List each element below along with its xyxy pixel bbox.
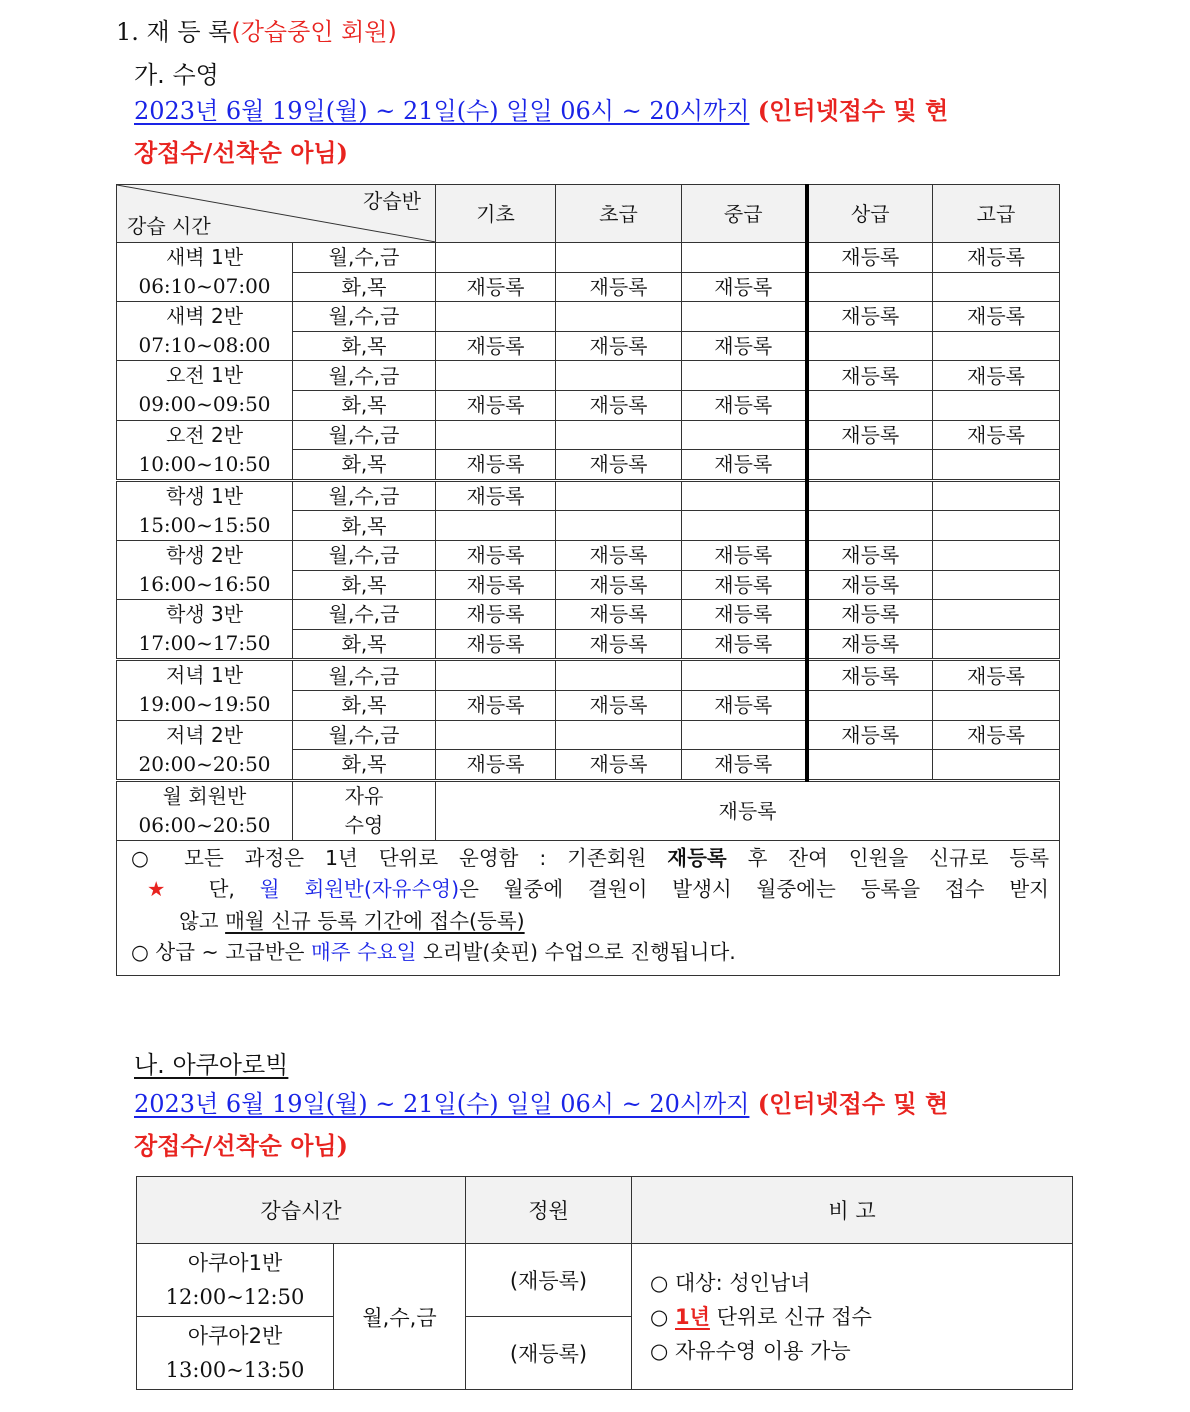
status-cell: [933, 600, 1060, 630]
aqua-period-note1: (인터넷접수 및 현: [749, 1089, 949, 1118]
swim-period: [134, 96, 948, 126]
status-cell: 재등록: [682, 331, 807, 361]
status-cell: 재등록: [436, 600, 556, 630]
status-cell: [436, 720, 556, 750]
status-cell: [436, 660, 556, 691]
status-cell: [436, 420, 556, 450]
day-cell: 화,목: [293, 450, 436, 481]
status-cell: 재등록: [807, 570, 933, 600]
status-cell: 재등록: [436, 629, 556, 660]
status-cell: 재등록: [436, 331, 556, 361]
status-cell: 재등록: [436, 690, 556, 720]
status-cell: 재등록: [556, 629, 682, 660]
status-cell: 재등록: [933, 361, 1060, 391]
status-cell: [682, 511, 807, 541]
free-swim-line2: 수영: [344, 812, 384, 837]
day-cell: 화,목: [293, 390, 436, 420]
status-cell: [933, 690, 1060, 720]
day-cell: 월,수,금: [293, 243, 436, 273]
status-cell: [556, 720, 682, 750]
status-cell: 재등록: [682, 629, 807, 660]
day-cell: 화,목: [293, 690, 436, 720]
day-cell: [293, 780, 436, 840]
note-1-bold: 재등록: [667, 845, 727, 870]
status-cell: 재등록: [933, 420, 1060, 450]
status-cell: [556, 243, 682, 273]
day-cell: 월,수,금: [293, 600, 436, 630]
day-cell: 월,수,금: [293, 302, 436, 332]
status-cell: 재등록: [556, 570, 682, 600]
class-time: 07:10~08:00: [138, 333, 271, 358]
bullet-icon: ○: [131, 940, 149, 965]
free-swim-line1: 자유: [344, 783, 384, 808]
status-cell: [436, 243, 556, 273]
status-cell: 재등록: [556, 390, 682, 420]
class-name-cell: [117, 302, 293, 361]
status-cell: [933, 540, 1060, 570]
status-cell: 재등록: [682, 600, 807, 630]
status-cell: [556, 420, 682, 450]
status-cell: [933, 450, 1060, 481]
status-cell: 재등록: [436, 750, 556, 781]
status-cell: 재등록: [807, 361, 933, 391]
status-cell: [933, 331, 1060, 361]
schedule-row: [117, 361, 1060, 391]
status-cell: 재등록: [682, 540, 807, 570]
swim-period-date: 2023년 6월 19일(월) ~ 21일(수) 일일 06시 ~ 20시까지: [134, 97, 750, 125]
schedule-row: [117, 243, 1060, 273]
note-2-b: 은 월중에 결원이 발생시 월중에는 등록을 접수 받지: [459, 877, 1049, 902]
day-cell: 월,수,금: [293, 660, 436, 691]
note-2-c: 않고: [179, 908, 226, 933]
class-name: 새벽 1반: [165, 245, 244, 270]
bullet-icon: ○: [650, 1338, 669, 1363]
note-1-tail: 후 잔여 인원을 신규로 등록: [726, 845, 1050, 870]
status-cell: 재등록: [807, 243, 933, 273]
class-name-cell: [117, 420, 293, 480]
bullet-icon: ○: [650, 1304, 669, 1329]
status-cell: [933, 480, 1060, 511]
status-cell: 재등록: [556, 750, 682, 781]
section-title-main: 1. 재 등 록: [116, 18, 232, 46]
class-time: 10:00~10:50: [138, 451, 271, 476]
status-cell: 재등록: [436, 450, 556, 481]
status-cell: 재등록: [682, 272, 807, 302]
swim-heading: [134, 55, 219, 90]
day-cell: 화,목: [293, 750, 436, 781]
status-cell: [933, 272, 1060, 302]
status-cell: [556, 660, 682, 691]
bullet-icon: ○: [650, 1270, 669, 1295]
day-cell: 월,수,금: [293, 540, 436, 570]
swim-schedule-table: [116, 184, 1060, 976]
note-2-cont: [131, 906, 1049, 938]
aqua-period-note2: 장접수/선착순 아님): [134, 1131, 348, 1160]
status-cell: [807, 390, 933, 420]
swim-heading-text: 가. 수영: [134, 61, 219, 89]
status-cell: [682, 720, 807, 750]
status-cell: [933, 750, 1060, 781]
class-time: 09:00~09:50: [138, 392, 271, 417]
status-cell: [436, 302, 556, 332]
status-cell: 재등록: [682, 570, 807, 600]
status-cell: 재등록: [556, 540, 682, 570]
status-cell: [556, 302, 682, 332]
aqua-period: [134, 1089, 948, 1119]
status-cell: 재등록: [682, 750, 807, 781]
status-cell: 재등록: [436, 480, 556, 511]
schedule-row: [117, 420, 1060, 450]
status-cell: 재등록: [807, 720, 933, 750]
class-name-cell: [117, 660, 293, 720]
class-time: 16:00~16:50: [138, 572, 271, 597]
status-cell: 재등록: [556, 331, 682, 361]
remark-3: [650, 1334, 1072, 1368]
status-cell: [933, 390, 1060, 420]
aqua-remarks: [632, 1244, 1073, 1390]
status-cell: [807, 272, 933, 302]
swim-period-note2: 장접수/선착순 아님): [134, 138, 348, 167]
day-cell: 화,목: [293, 511, 436, 541]
aqua-header-time: 강습시간: [137, 1177, 466, 1244]
class-name: 저녁 2반: [165, 722, 244, 747]
schedule-row: [117, 720, 1060, 750]
note-2: [131, 874, 1049, 906]
class-name-cell: [117, 600, 293, 660]
aqua-class-time: 12:00~12:50: [165, 1285, 305, 1309]
status-cell: 재등록: [933, 660, 1060, 691]
note-2-a: 단,: [183, 877, 260, 902]
aqua-capacity-2: (재등록): [466, 1317, 632, 1390]
status-cell: 재등록: [556, 450, 682, 481]
remark-1: [650, 1266, 1072, 1300]
section-title: [116, 12, 397, 47]
note-1-text: 모든 과정은 1년 단위로 운영함 : 기존회원: [163, 845, 668, 870]
status-cell: [556, 361, 682, 391]
notes-cell: [117, 840, 1060, 975]
status-cell: [682, 361, 807, 391]
status-cell: 재등록: [436, 390, 556, 420]
status-cell: 재등록: [556, 600, 682, 630]
status-cell: 재등록: [436, 272, 556, 302]
schedule-row: [117, 480, 1060, 511]
class-name: 새벽 2반: [165, 304, 244, 329]
schedule-row: [117, 540, 1060, 570]
table-corner-header: [117, 185, 436, 243]
status-cell: [682, 302, 807, 332]
status-cell: [682, 660, 807, 691]
aqua-class-2: [137, 1317, 334, 1390]
status-cell: [933, 629, 1060, 660]
class-name-cell: [117, 243, 293, 302]
class-time: 20:00~20:50: [138, 751, 271, 776]
level-header-advanced: 상급: [807, 185, 933, 243]
status-cell: 재등록: [807, 302, 933, 332]
class-name: 월 회원반: [162, 783, 247, 808]
aqua-class-name: 아쿠아2반: [187, 1324, 283, 1348]
class-name-cell: [117, 361, 293, 420]
note-2-underlined: 매월 신규 등록 기간에 접수(등록): [225, 908, 525, 933]
status-cell: [436, 511, 556, 541]
status-cell: [682, 243, 807, 273]
class-name: 저녁 1반: [165, 663, 244, 688]
corner-bottom-label: 강습 시간: [127, 214, 211, 238]
status-cell: [556, 480, 682, 511]
corner-top-label: 강습반: [363, 189, 421, 213]
aqua-schedule-table: [136, 1176, 1073, 1390]
status-cell: [933, 511, 1060, 541]
class-name: 학생 1반: [165, 483, 244, 508]
note-2-blue2: (자유수영): [363, 877, 460, 902]
day-cell: 월,수,금: [293, 361, 436, 391]
class-time: 17:00~17:50: [138, 631, 271, 656]
aqua-header-remarks: 비 고: [632, 1177, 1073, 1244]
section-title-paren: (강습중인 회원): [231, 18, 397, 46]
status-cell: 재등록: [556, 272, 682, 302]
status-cell: [807, 690, 933, 720]
swim-period-note1: (인터넷접수 및 현: [749, 96, 949, 125]
remark-3-text: 자유수영 이용 가능: [668, 1338, 851, 1363]
monthly-member-row: [117, 780, 1060, 840]
status-cell: [436, 361, 556, 391]
status-cell: 재등록: [807, 600, 933, 630]
status-cell: [933, 570, 1060, 600]
level-header-intermediate: 중급: [682, 185, 807, 243]
schedule-row: [117, 660, 1060, 691]
status-cell: 재등록: [933, 302, 1060, 332]
status-cell: 재등록: [933, 243, 1060, 273]
status-cell: [682, 480, 807, 511]
status-cell: [807, 511, 933, 541]
class-name-cell: [117, 720, 293, 780]
aqua-class-time: 13:00~13:50: [165, 1358, 305, 1382]
status-cell: 재등록: [807, 540, 933, 570]
status-cell: 재등록: [933, 720, 1060, 750]
monthly-status-cell: 재등록: [436, 780, 1060, 840]
note-3-a: 상급 ~ 고급반은: [148, 940, 311, 965]
class-time: 06:10~07:00: [138, 274, 271, 299]
aqua-capacity-1: (재등록): [466, 1244, 632, 1317]
remark-2-red: 1년: [675, 1304, 710, 1329]
class-time: 19:00~19:50: [138, 692, 271, 717]
day-cell: 월,수,금: [293, 480, 436, 511]
remark-2: [650, 1300, 1072, 1334]
class-name-cell: [117, 540, 293, 599]
remark-1-text: 대상: 성인남녀: [668, 1270, 811, 1295]
status-cell: [807, 480, 933, 511]
remark-2-text: 단위로 신규 접수: [709, 1304, 872, 1329]
aqua-header-capacity: 정원: [466, 1177, 632, 1244]
note-3-blue: 매주 수요일: [310, 940, 417, 965]
note-2-blue1: 월 회원반: [259, 877, 364, 902]
aqua-heading: 나. 아쿠아로빅: [134, 1051, 289, 1079]
status-cell: 재등록: [556, 690, 682, 720]
class-name-cell: [117, 480, 293, 540]
day-cell: 월,수,금: [293, 420, 436, 450]
aqua-class-1: [137, 1244, 334, 1317]
status-cell: 재등록: [807, 660, 933, 691]
schedule-row: [117, 600, 1060, 630]
status-cell: 재등록: [436, 570, 556, 600]
class-name: 오전 1반: [165, 363, 244, 388]
aqua-period-date: 2023년 6월 19일(월) ~ 21일(수) 일일 06시 ~ 20시까지: [134, 1090, 750, 1118]
status-cell: 재등록: [807, 629, 933, 660]
note-3: [131, 937, 1049, 969]
note-3-b: 오리발(숏핀) 수업으로 진행됩니다.: [416, 940, 736, 965]
class-name: 오전 2반: [165, 422, 244, 447]
day-cell: 화,목: [293, 629, 436, 660]
class-time: 15:00~15:50: [138, 512, 271, 537]
bullet-icon: ○: [131, 845, 164, 870]
status-cell: [807, 331, 933, 361]
day-cell: 월,수,금: [293, 720, 436, 750]
status-cell: [682, 420, 807, 450]
status-cell: 재등록: [682, 690, 807, 720]
aqua-class-name: 아쿠아1반: [187, 1251, 283, 1275]
status-cell: [556, 511, 682, 541]
level-header-beginner: 초급: [556, 185, 682, 243]
aqua-days: 월,수,금: [334, 1244, 466, 1390]
status-cell: [807, 450, 933, 481]
day-cell: 화,목: [293, 331, 436, 361]
class-time: 06:00~20:50: [138, 812, 271, 837]
level-header-expert: 고급: [933, 185, 1060, 243]
status-cell: 재등록: [682, 450, 807, 481]
schedule-row: [117, 302, 1060, 332]
level-header-basic: 기초: [436, 185, 556, 243]
notes-row: [117, 840, 1060, 975]
status-cell: 재등록: [436, 540, 556, 570]
star-icon: ★: [147, 877, 184, 902]
class-name: 학생 3반: [165, 602, 244, 627]
status-cell: 재등록: [807, 420, 933, 450]
class-name-cell: [117, 780, 293, 840]
day-cell: 화,목: [293, 272, 436, 302]
class-name: 학생 2반: [165, 543, 244, 568]
status-cell: 재등록: [682, 390, 807, 420]
day-cell: 화,목: [293, 570, 436, 600]
status-cell: [807, 750, 933, 781]
note-1: [131, 843, 1049, 875]
